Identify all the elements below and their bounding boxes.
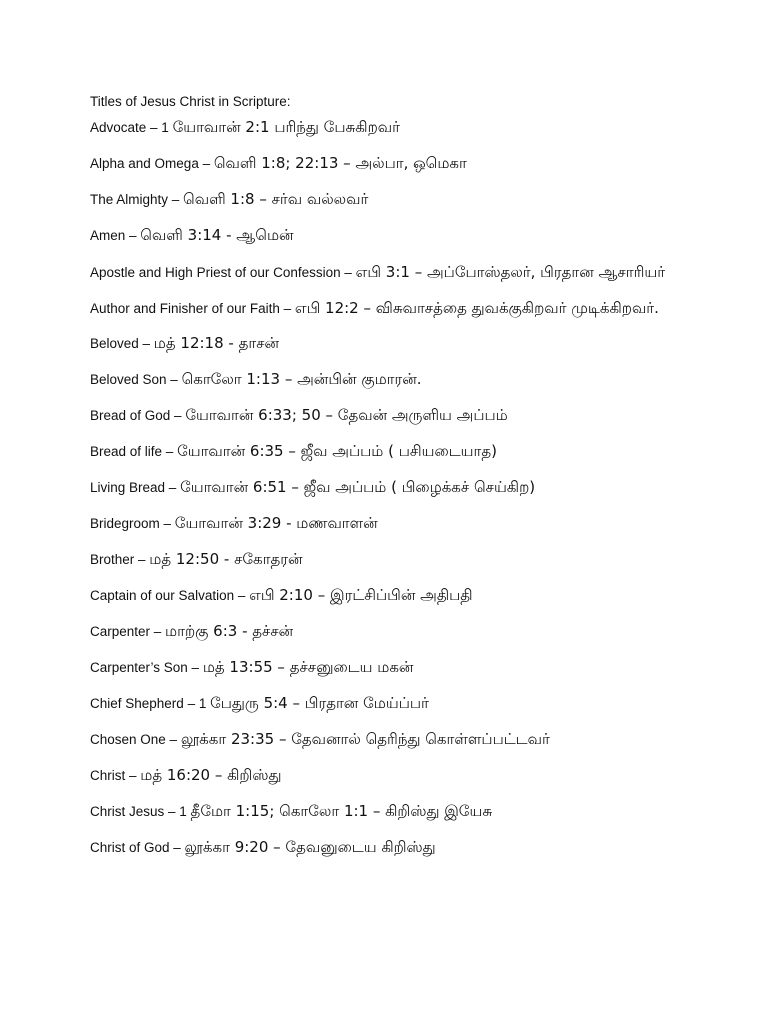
- entry-english: Captain of our Salvation –: [90, 588, 250, 603]
- entry-living-bread: [90, 476, 690, 499]
- entry-tamil: வெளி 1:8 – சர்வ வல்லவர்: [183, 190, 369, 208]
- entry-english: Brother –: [90, 552, 150, 567]
- entry-tamil: மத் 13:55 – தச்சனுடைய மகன்: [202, 658, 414, 676]
- entry-english: Alpha and Omega –: [90, 156, 214, 171]
- entry-tamil: லூக்கா 23:35 – தேவனால் தெரிந்து கொள்ளப்பட்டவர்: [180, 730, 550, 748]
- entry-tamil: யோவான் 6:35 – ஜீவ அப்பம் ( பசியடையாத): [177, 442, 497, 460]
- entry-english: Bridegroom –: [90, 516, 175, 531]
- entry-alpha-omega: [90, 152, 690, 175]
- entry-captain-of-salvation: [90, 584, 690, 607]
- entry-beloved-son: [90, 368, 690, 391]
- entry-english: Bread of life –: [90, 444, 178, 459]
- entry-carpenters-son: [90, 656, 690, 679]
- entry-english: Living Bread –: [90, 480, 181, 495]
- entry-amen: [90, 224, 690, 247]
- entry-tamil: மத் 12:18 - தாசன்: [153, 334, 280, 352]
- entry-almighty: [90, 188, 690, 211]
- entry-english: Carpenter’s Son –: [90, 660, 203, 675]
- entry-tamil: யோவான் 6:51 – ஜீவ அப்பம் ( பிழைக்கச் செய்கிற): [180, 478, 536, 496]
- entry-tamil: லூக்கா 9:20 – தேவனுடைய கிறிஸ்து: [184, 838, 436, 856]
- entry-apostle-high-priest: [90, 260, 690, 285]
- entry-carpenter: [90, 620, 690, 643]
- entry-english: Author and Finisher of our Faith –: [90, 301, 295, 316]
- entry-english: Advocate – 1: [90, 120, 173, 135]
- entry-chief-shepherd: [90, 692, 690, 715]
- entry-tamil: எபி 3:1 – அப்போஸ்தலர், பிரதான ஆசாரியர்: [355, 263, 666, 281]
- entry-tamil: யோவான் 2:1 பரிந்து பேசுகிறவர்: [172, 118, 400, 136]
- entry-english: Apostle and High Priest of our Confession –: [90, 265, 356, 280]
- entry-tamil: யோவான் 6:33; 50 – தேவன் அருளிய அப்பம்: [185, 406, 508, 424]
- entry-brother: [90, 548, 690, 571]
- entry-tamil: எபி 12:2 – விசுவாசத்தை துவக்குகிறவர் முடிக்கிறவர்.: [294, 299, 659, 317]
- entry-tamil: பேதுரு 5:4 – பிரதான மேய்ப்பர்: [210, 694, 429, 712]
- entry-english: Christ Jesus – 1: [90, 804, 191, 819]
- entry-chosen-one: [90, 728, 690, 751]
- entry-tamil: மத் 16:20 – கிறிஸ்து: [140, 766, 282, 784]
- entry-tamil: எபி 2:10 – இரட்சிப்பின் அதிபதி: [249, 586, 473, 604]
- entry-english: Beloved Son –: [90, 372, 182, 387]
- entry-christ-of-god: [90, 836, 690, 859]
- entry-tamil: மாற்கு 6:3 - தச்சன்: [165, 622, 294, 640]
- entry-english: Chosen One –: [90, 732, 181, 747]
- entry-english: The Almighty –: [90, 192, 184, 207]
- entry-christ-jesus: [90, 800, 690, 823]
- entry-tamil: மத் 12:50 - சகோதரன்: [149, 550, 303, 568]
- entry-advocate: [90, 116, 690, 139]
- document-body: [90, 92, 690, 872]
- entry-tamil: வெளி 3:14 - ஆமென்: [140, 226, 294, 244]
- entry-english: Christ of God –: [90, 840, 185, 855]
- entry-bridegroom: [90, 512, 690, 535]
- entry-english: Chief Shepherd – 1: [90, 696, 211, 711]
- entry-english: Carpenter –: [90, 624, 166, 639]
- document-title: Titles of Jesus Christ in Scripture:: [90, 94, 291, 109]
- entry-author-finisher: [90, 296, 690, 321]
- entry-tamil: கொலோ 1:13 – அன்பின் குமாரன்.: [181, 370, 422, 388]
- entry-tamil: வெளி 1:8; 22:13 – அல்பா, ஒமெகா: [213, 154, 467, 172]
- entry-bread-of-life: [90, 440, 690, 463]
- entry-beloved: [90, 332, 690, 355]
- entry-tamil: தீமோ 1:15; கொலோ 1:1 – கிறிஸ்து இயேசு: [190, 802, 493, 820]
- entry-tamil: யோவான் 3:29 - மணவாளன்: [174, 514, 378, 532]
- entry-bread-of-god: [90, 404, 690, 427]
- entry-english: Christ –: [90, 768, 141, 783]
- entry-english: Bread of God –: [90, 408, 186, 423]
- entry-christ: [90, 764, 690, 787]
- entry-english: Amen –: [90, 228, 141, 243]
- entry-english: Beloved –: [90, 336, 154, 351]
